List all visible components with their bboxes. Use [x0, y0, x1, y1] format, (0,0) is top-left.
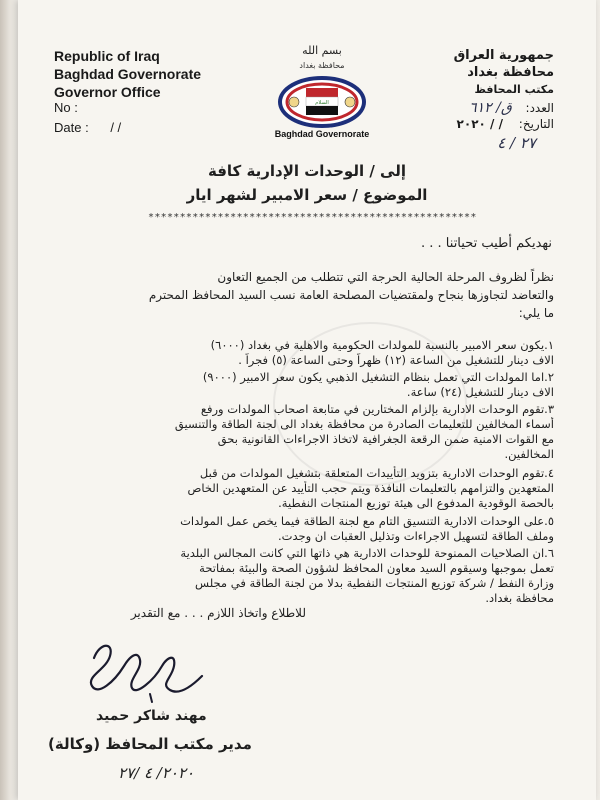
signatory-title: مدير مكتب المحافظ (وكالة) — [48, 735, 252, 753]
english-number-label: No : — [54, 100, 78, 115]
item-line: محافظة بغداد. — [485, 591, 554, 605]
item-line: وزارة النفط / شركة توزيع المنتجات النفطية بدلا من لجنة الطاقة في مجلس — [195, 576, 554, 590]
separator-line: **************************************************** — [148, 212, 477, 223]
item-line: ٤.تقوم الوحدات الادارية بتزويد التأييدات المتعلقة بتشغيل المولدات من قبل — [199, 466, 554, 480]
english-country: Republic of Iraq — [54, 48, 160, 64]
english-governorate: Baghdad Governorate — [54, 66, 202, 82]
item-line: الاف دينار للتشغيل من الساعة (١٢) ظهراً وحتى الساعة (٥) فجراً . — [238, 353, 554, 367]
english-date-label: Date : — [54, 120, 89, 135]
intro-paragraph — [34, 268, 554, 322]
item-line: بالحصة الوقودية المدفوع الى هيئة توزيع المنتجات النفطية. — [278, 496, 554, 510]
arabic-date-field — [457, 117, 554, 131]
closing: للاطلاع واتخاذ اللازم . . . مع التقدير — [130, 606, 306, 620]
emblem-top-text: بسم الله — [302, 44, 342, 57]
arabic-number-value: ق/ ٦١٢ — [469, 100, 512, 116]
item-2 — [34, 370, 554, 400]
arabic-governorate: محافظة بغداد — [467, 65, 554, 80]
item-4 — [34, 466, 554, 511]
emblem-logo-icon — [256, 40, 388, 144]
item-5 — [34, 514, 554, 544]
item-line: ١.يكون سعر الامبير بالنسبة للمولدات الحكومية والاهلية في بغداد (٦٠٠٠) — [210, 338, 554, 352]
subject: الموضوع / سعر الامبير لشهر ايار — [186, 186, 428, 204]
emblem-inner-text: السلام — [315, 100, 329, 106]
english-office: Governor Office — [54, 84, 161, 100]
item-line: ٢.اما المولدات التي تعمل بنظام التشغيل الذهبي يكون سعر الامبير (٩٠٠٠) — [202, 370, 554, 384]
arabic-office: مكتب المحافظ — [474, 83, 554, 96]
item-3 — [34, 402, 554, 462]
item-line: المتعهدين والتزامهم بالتعليمات النافذة ويتم حجب التأييد عن المتعهدين الخاص — [187, 481, 554, 495]
arabic-letterhead — [454, 47, 554, 98]
item-line: ٣.تقوم الوحدات الادارية بإلزام المختارين في متابعة اصحاب المولدات ورفع — [200, 402, 554, 416]
item-line: ٥.على الوحدات الادارية التنسيق التام مع لجنة الطاقة فيما يخص عمل المولدات — [180, 514, 554, 528]
arabic-country: جمهورية العراق — [453, 48, 554, 63]
english-date-field — [54, 120, 121, 135]
arabic-number-field — [469, 100, 554, 116]
document-page — [18, 0, 596, 800]
greeting: نهديكم أطيب تحياتنا . . . — [421, 236, 552, 251]
item-line: وملف الطاقة لتسهيل الاجراءات وتذليل العقبات ان وجدت. — [277, 529, 554, 543]
signature-icon — [80, 636, 210, 706]
arabic-date-value: / / ٢٠٢٠ — [456, 117, 503, 131]
english-date-value: / / — [110, 120, 122, 135]
item-6 — [34, 546, 554, 606]
item-line: أسماء المخالفين للتعليمات الصادرة من محافظة بغداد الى لجنة الطاقة والتنسيق — [174, 417, 554, 431]
emblem-caption: Baghdad Governorate — [274, 129, 370, 139]
english-number-field — [54, 100, 78, 115]
intro-line: نظراً لظروف المرحلة الحالية الحرجة التي تتطلب من الجميع التعاون — [217, 270, 554, 284]
emblem-sub-text: محافظة بغداد — [299, 61, 345, 70]
item-line: ٦.ان الصلاحيات الممنوحة للوحدات الادارية هي ذاتها التي كانت المجالس البلدية — [180, 546, 554, 560]
arabic-number-label: العدد: — [525, 101, 554, 115]
addressee: إلى / الوحدات الإدارية كافة — [208, 162, 406, 180]
item-line: الاف دينار للتشغيل (٢٤) ساعة. — [406, 385, 554, 399]
item-line: مع القوات الامنية ضمن الرقعة الجغرافية لاتخاذ الاجراءات القانونية بحق — [217, 432, 554, 446]
intro-line: ما يلي: — [518, 306, 554, 320]
intro-line: والتعاضد لتجاوزها بنجاح ولمقتضيات المصلحة العامة نسب السيد المحافظ المحترم — [148, 288, 554, 302]
governorate-emblem — [256, 40, 388, 144]
arabic-date-handwritten: ٢٧ / ٤ — [497, 134, 536, 152]
english-letterhead — [54, 47, 201, 101]
item-line: تعمل بموجبها وسيقوم السيد معاون المحافظ لشؤون الصحة والبيئة بمفاتحة — [199, 561, 554, 575]
item-1 — [34, 338, 554, 368]
signatory-name: مهند شاكر حميد — [96, 708, 207, 724]
footer-date: ٢٠٢٠/ ٤ /٢٧ — [118, 764, 195, 782]
arabic-date-label: التاريخ: — [518, 117, 554, 131]
item-line: المخالفين. — [504, 447, 554, 461]
